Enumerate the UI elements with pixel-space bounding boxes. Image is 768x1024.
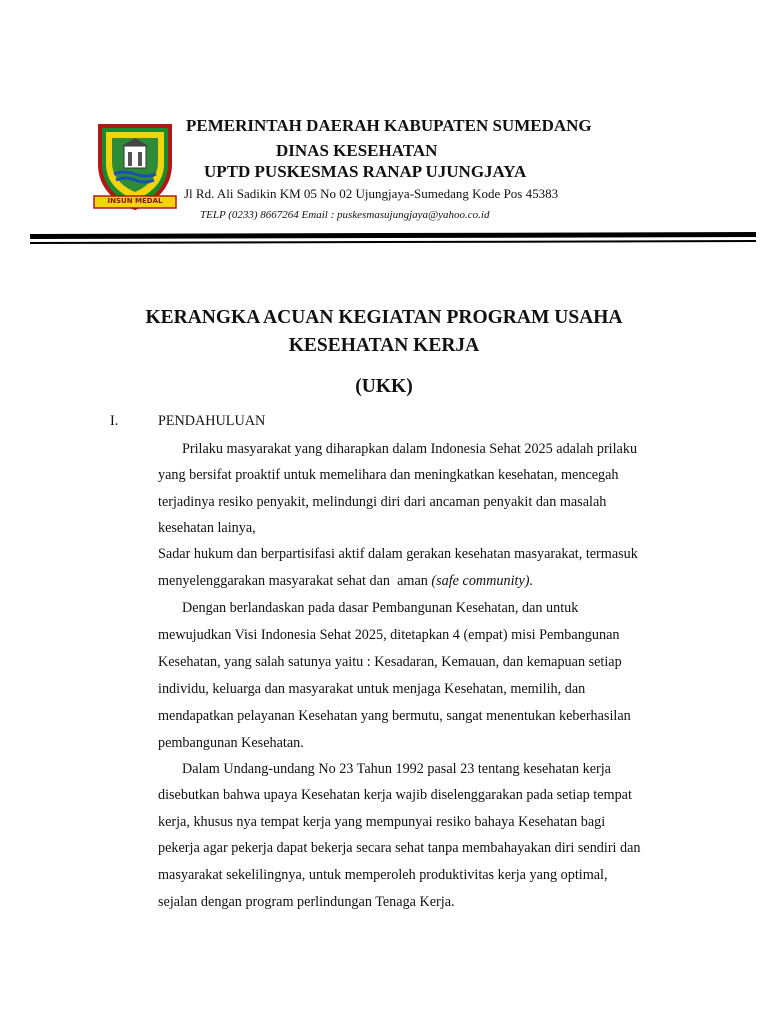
- letterhead-contact: TELP (0233) 8667264 Email : puskesmasujungjaya@yahoo.co.id: [200, 209, 490, 221]
- paragraph-line: individu, keluarga dan masyarakat untuk menjaga Kesehatan, memilih, dan: [158, 681, 586, 697]
- document-title-line2: KESEHATAN KERJA: [288, 335, 480, 356]
- document-title-line1: KERANGKA ACUAN KEGIATAN PROGRAM USAHA: [145, 307, 623, 328]
- letterhead-institution: UPTD PUSKESMAS RANAP UJUNGJAYA: [204, 162, 527, 181]
- paragraph-line: kerja, khusus nya tempat kerja yang mempunyai resiko bahaya Kesehatan bagi: [158, 814, 606, 830]
- paragraph-line: Prilaku masyarakat yang diharapkan dalam Indonesia Sehat 2025 adalah prilaku: [182, 441, 638, 457]
- paragraph-line: mewujudkan Visi Indonesia Sehat 2025, ditetapkan 4 (empat) misi Pembangunan: [158, 627, 620, 643]
- paragraph-line: terjadinya resiko penyakit, melindungi diri dari ancaman penyakit dan masalah: [158, 494, 607, 510]
- letterhead-address: Jl Rd. Ali Sadikin KM 05 No 02 Ujungjaya-Sumedang Kode Pos 45383: [184, 186, 559, 201]
- safe-community-term: (safe community).: [431, 573, 534, 589]
- paragraph-line: Dalam Undang-undang No 23 Tahun 1992 pasal 23 tentang kesehatan kerja: [182, 761, 611, 777]
- logo-motto: INSUN MEDAL: [107, 197, 163, 205]
- paragraph-line: yang bersifat proaktif untuk memelihara dan meningkatkan kesehatan, mencegah: [158, 467, 619, 483]
- paragraph-line: Kesehatan, yang salah satunya yaitu : Kesadaran, Kemauan, dan kemapuan setiap: [158, 654, 622, 670]
- letterhead-rule-thick: [30, 232, 756, 239]
- letterhead-government: PEMERINTAH DAERAH KABUPATEN SUMEDANG: [186, 116, 592, 135]
- paragraph-line: [158, 573, 533, 590]
- paragraph-line: Dengan berlandaskan pada dasar Pembangunan Kesehatan, dan untuk: [182, 600, 579, 616]
- paragraph-line: disebutkan bahwa upaya Kesehatan kerja wajib diselenggarakan pada setiap tempat: [158, 787, 632, 803]
- document-title-abbr: (UKK): [355, 376, 413, 397]
- paragraph-text: menyelenggarakan masyarakat sehat dan aman: [158, 573, 432, 589]
- paragraph-line: mendapatkan pelayanan Kesehatan yang bermutu, sangat menentukan keberhasilan: [158, 708, 631, 724]
- letterhead-department: DINAS KESEHATAN: [276, 141, 438, 160]
- paragraph-line: pekerja agar pekerja dapat bekerja secara sehat tanpa membahayakan diri sendiri dan: [158, 840, 641, 856]
- paragraph-line: sejalan dengan program perlindungan Tenaga Kerja.: [158, 894, 455, 910]
- paragraph-line: masyarakat sekelilingnya, untuk memperoleh produktivitas kerja yang optimal,: [158, 867, 608, 883]
- paragraph-line: pembangunan Kesehatan.: [158, 735, 304, 751]
- letterhead-rule-thin: [30, 240, 756, 243]
- paragraph-line: Sadar hukum dan berpartisifasi aktif dalam gerakan kesehatan masyarakat, termasuk: [158, 546, 638, 562]
- regency-logo: [92, 116, 178, 216]
- paragraph-line: kesehatan lainya,: [158, 520, 256, 536]
- section-title: PENDAHULUAN: [158, 413, 266, 429]
- section-number: I.: [110, 413, 119, 429]
